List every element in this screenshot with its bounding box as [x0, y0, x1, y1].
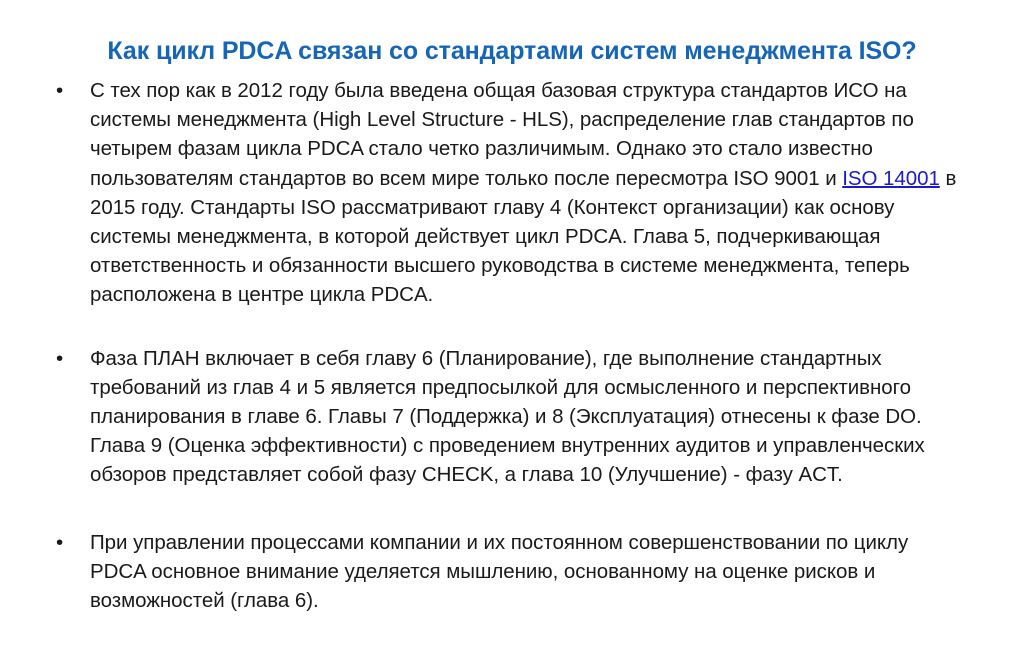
list-item-text: С тех пор как в 2012 году была введена общая базовая структура стандартов ИСО на системы менеджмента (High Level Structure - HLS), распределение глав стандартов по четырем фазам цикла PDCA стало четко различимым. Однако это стало известно пользователям стандартов во всем мире только после пересмотра ISO 9001 и ISO 14001 в 2015 году. Стандарты ISO рассматривают главу 4 (Контекст организации) как основу системы менеджмента, в которой действует цикл PDCA. Глава 5, подчеркивающая ответственность и обязанности высшего руководства в системе менеджмента, теперь расположена в центре цикла PDCA.: [90, 79, 957, 307]
list-item: [48, 344, 964, 490]
list-item: [48, 76, 964, 310]
page-title: Как цикл PDCA связан со стандартами систем менеджмента ISO?: [107, 36, 917, 65]
list-item: [48, 528, 964, 616]
bullet-icon: •: [56, 79, 64, 102]
bullet-icon: •: [56, 346, 64, 370]
list-item-text: Фаза ПЛАН включает в себя главу 6 (Планирование), где выполнение стандартных требований из глав 4 и 5 является предпосылкой для осмысленного и перспективного планирования в главе 6. Главы 7 (Поддержка) и 8 (Эксплуатация) отнесены к фазе DO. Глава 9 (Оценка эффективности) с проведением внутренних аудитов и управленческих обзоров представляет собой фазу CHECK, а глава 10 (Улучшение) - фазу ACT.: [90, 346, 925, 487]
bullet-icon: •: [56, 530, 64, 554]
inline-link[interactable]: ISO 14001: [842, 166, 940, 190]
list-item-text: При управлении процессами компании и их постоянном совершенствовании по циклу PDCA основное внимание уделяется мышлению, основанному на оценке рисков и возможностей (глава 6).: [90, 530, 909, 613]
slide-body: [48, 76, 964, 615]
